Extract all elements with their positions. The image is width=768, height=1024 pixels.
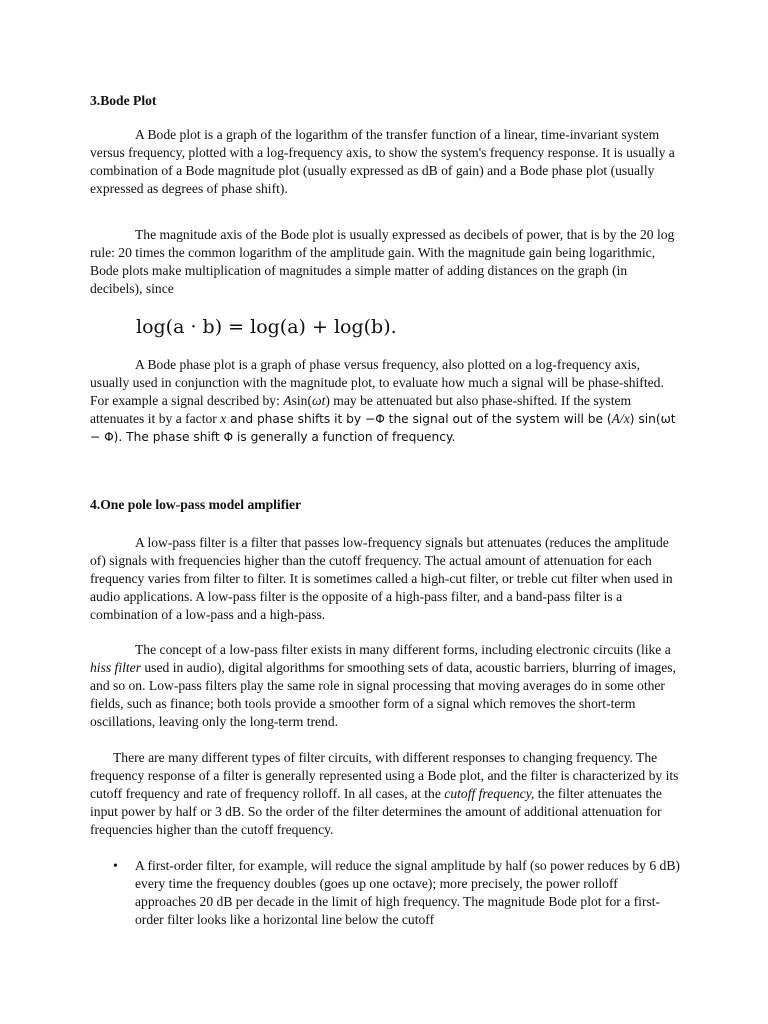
paragraph — [90, 356, 680, 446]
paragraph-text: A low-pass filter is a filter that passes low-frequency signals but attenuates (reduces the amplitude of) signals with frequencies higher than the cutoff frequency. The actual amount of attenuation for each frequency varies from filter to filter. It is sometimes called a high-cut filter, or treble cut filter when used in audio applications. A low-pass filter is the opposite of a high-pass filter, and a band-pass filter is a combination of a low-pass and a high-pass. — [90, 535, 673, 622]
equation: log(a · b) = log(a) + log(b). — [136, 316, 397, 338]
emphasis: hiss filter — [90, 660, 141, 675]
math-variable: A/x — [611, 411, 630, 426]
section-4 — [90, 496, 680, 514]
math-variable: A — [283, 393, 292, 408]
text-run: and phase shifts it by −Φ the signal out of the system will be ( — [226, 412, 612, 426]
paragraph — [90, 126, 680, 198]
text-run: sin( — [291, 393, 312, 408]
bullet-list — [90, 857, 680, 929]
text-run: ) sin(ωt − Φ). The phase shift Φ is generally a function of frequency. — [90, 412, 676, 444]
paragraph — [90, 749, 680, 839]
text-run: A Bode phase plot is a graph of phase versus frequency, also plotted on a log-frequency axis, usually used in conjunction with the magnitude plot, to evaluate how much a signal will be phase-shifted. For example a signal described by: — [90, 357, 664, 408]
text-run: the filter attenuates the input power by half or 3 dB. So the order of the filter determines the amount of additional attenuation for frequencies higher than the cutoff frequency. — [90, 786, 662, 837]
text-run: The concept of a low-pass filter exists in many different forms, including electronic circuits (like a — [135, 642, 671, 657]
paragraph — [90, 641, 680, 731]
text-run: There are many different types of filter circuits, with different responses to changing frequency. The frequency response of a filter is generally represented using a Bode plot, and the filter is characterized by its cutoff frequency and rate of frequency rolloff. In all cases, at the — [90, 750, 679, 801]
paragraph-text — [90, 749, 680, 839]
emphasis: cutoff frequency, — [444, 786, 535, 801]
paragraph-text: A Bode plot is a graph of the logarithm of the transfer function of a linear, time-invariant system versus frequency, plotted with a log-frequency axis, to show the system's frequency response. It is usually a combination of a Bode magnitude plot (usually expressed as dB of gain) and a Bode phase plot (usually expressed as degrees of phase shift). — [90, 127, 675, 196]
section-3 — [90, 92, 680, 110]
list — [90, 857, 680, 929]
text-run: used in audio), digital algorithms for smoothing sets of data, acoustic barriers, blurring of images, and so on. Low-pass filters play the same role in signal processing that moving averages do in some other fields, such as finance; both tools provide a smoother form of a signal which removes the short-term oscillations, leaving only the long-term trend. — [90, 660, 676, 729]
paragraph-text: The magnitude axis of the Bode plot is usually expressed as decibels of power, that is by the 20 log rule: 20 times the common logarithm of the amplitude gain. With the magnitude gain being logarithmic, Bode plots make multiplication of magnitudes a simple matter of adding distances on the graph (in decibels), since — [90, 227, 675, 296]
bullet-icon: • — [113, 858, 118, 873]
text-run: ) may be attenuated but also phase-shifted. If the system attenuates it by a factor — [90, 393, 632, 426]
paragraph-text — [90, 356, 680, 446]
math-variable: ωt — [311, 393, 326, 408]
paragraph — [90, 226, 680, 298]
section-heading: 3.Bode Plot — [90, 93, 157, 108]
math-variable: x — [220, 411, 227, 426]
list-item-text: A first-order filter, for example, will reduce the signal amplitude by half (so power reduces by 6 dB) every time the frequency doubles (goes up one octave); more precisely, the power rolloff approaches 20 dB per decade in the limit of high frequency. The magnitude Bode plot for a first-order filter looks like a horizontal line below the cutoff — [135, 858, 680, 927]
section-heading: 4.One pole low-pass model amplifier — [90, 497, 302, 512]
paragraph — [90, 534, 680, 624]
paragraph-text — [90, 641, 680, 731]
list-item — [90, 857, 680, 929]
